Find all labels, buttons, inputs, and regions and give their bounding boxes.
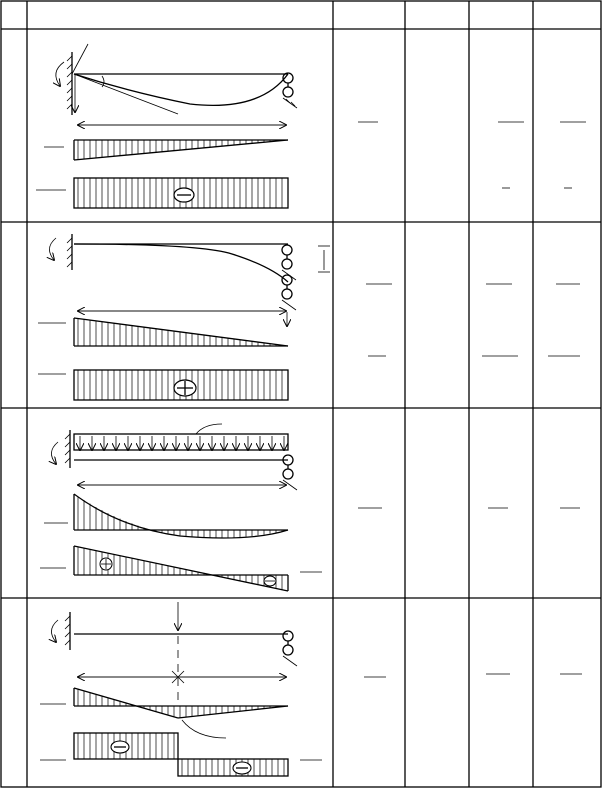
moment-arrow-icon xyxy=(51,442,58,464)
row-1 xyxy=(0,0,586,208)
table-grid xyxy=(1,1,601,787)
roller-support-icon xyxy=(282,245,296,310)
row-2 xyxy=(0,0,580,400)
moment-arrow-icon xyxy=(49,238,56,260)
roller-support-icon xyxy=(283,631,297,666)
fixed-support-icon xyxy=(65,612,70,650)
fixed-support-icon xyxy=(65,430,70,468)
fixed-support-icon xyxy=(67,234,72,270)
fixed-support-icon xyxy=(67,52,72,115)
moment-arrow-icon xyxy=(56,62,64,86)
moment-arrow-icon xyxy=(51,620,58,642)
